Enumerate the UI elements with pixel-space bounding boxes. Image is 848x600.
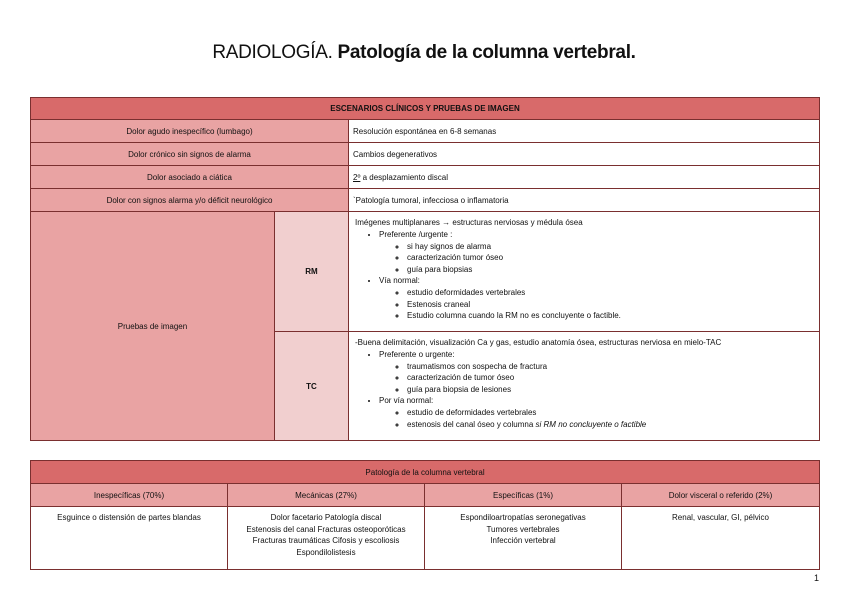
scenario-value-prefix: 2º (353, 172, 361, 182)
list-item: • Por vía normal: ◦ estudio de deformidades vertebrales ◦ estenosis del canal óseo y columna si RM no concluyente o factible (379, 395, 814, 430)
list-item: ◦ estudio de deformidades vertebrales (407, 407, 814, 419)
list-item: ◦ guía para biopsia de lesiones (407, 384, 814, 396)
scenario-value-text: a desplazamiento discal (360, 172, 448, 182)
tc-label: TC (275, 332, 349, 441)
page-number: 1 (813, 573, 819, 583)
table-cell: Esguince o distensión de partes blandas (31, 507, 228, 570)
pathology-table (30, 460, 820, 570)
list-item: ◦ estenosis del canal óseo y columna si RM no concluyente o factible (407, 419, 814, 431)
rm-intro: Imégenes multiplanares → estructuras nerviosas y médula ósea (355, 218, 583, 227)
imaging-label: Pruebas de imagen (31, 212, 275, 441)
scenarios-table (30, 97, 820, 441)
table-row (31, 507, 820, 570)
list-item: ◦ guía para biopsias (407, 264, 814, 276)
table-cell: Espondiloartropatías seronegativas Tumores vertebrales Infección vertebral (425, 507, 622, 570)
list-item: ◦ caracterización tumor óseo (407, 252, 814, 264)
table-row (31, 212, 820, 332)
list-item: • Preferente o urgente: ◦ traumatismos con sospecha de fractura ◦ caracterización de tumor óseo ◦ guía para biopsia de lesiones (379, 349, 814, 395)
rm-label: RM (275, 212, 349, 332)
table-cell: Dolor facetario Patología discal Estenosis del canal Fracturas osteoporóticas Fracturas traumáticas Cifosis y escoliosis Espondilolistesis (228, 507, 425, 570)
list-item: • Preferente /urgente : ◦ si hay signos de alarma ◦ caracterización tumor óseo ◦ guía para biopsias (379, 229, 814, 275)
pathology-header: Patología de la columna vertebral (31, 461, 820, 484)
column-header: Dolor visceral o referido (2%) (622, 484, 820, 507)
scenario-value: Cambios degenerativos (349, 143, 820, 166)
rm-description (349, 212, 820, 332)
scenario-value: `Patología tumoral, infecciosa o inflamatoria (349, 189, 820, 212)
scenario-label: Dolor asociado a ciática (31, 166, 349, 189)
list-item: ◦ si hay signos de alarma (407, 241, 814, 253)
list-item: ◦ Estudio columna cuando la RM no es concluyente o factible. (407, 310, 814, 322)
list-item: ◦ estudio deformidades vertebrales (407, 287, 814, 299)
scenarios-header: ESCENARIOS CLÍNICOS Y PRUEBAS DE IMAGEN (31, 98, 820, 120)
scenario-label: Dolor crónico sin signos de alarma (31, 143, 349, 166)
tc-description (349, 332, 820, 441)
column-header: Específicas (1%) (425, 484, 622, 507)
scenario-label: Dolor agudo inespecífico (lumbago) (31, 120, 349, 143)
list-item: ◦ traumatismos con sospecha de fractura (407, 361, 814, 373)
table-row (31, 143, 820, 166)
list-item: • Vía normal: ◦ estudio deformidades vertebrales ◦ Estenosis craneal ◦ Estudio columna cuando la RM no es concluyente o factible. (379, 275, 814, 321)
table-row (31, 120, 820, 143)
table-row (31, 484, 820, 507)
column-header: Inespecíficas (70%) (31, 484, 228, 507)
scenario-value: Resolución espontánea en 6-8 semanas (349, 120, 820, 143)
tc-intro: -Buena delimitación, visualización Ca y gas, estudio anatomía ósea, estructuras nerviosa en mielo-TAC (355, 338, 722, 347)
title-prefix: RADIOLOGÍA. (212, 42, 333, 63)
column-header: Mecánicas (27%) (228, 484, 425, 507)
scenario-value (349, 166, 820, 189)
list-item: ◦ caracterización de tumor óseo (407, 372, 814, 384)
table-cell: Renal, vascular, GI, pélvico (622, 507, 820, 570)
page-title (0, 42, 848, 64)
list-item: ◦ Estenosis craneal (407, 299, 814, 311)
table-row (31, 166, 820, 189)
title-main: Patología de la columna vertebral. (337, 42, 636, 63)
scenario-label: Dolor con signos alarma y/o déficit neurológico (31, 189, 349, 212)
table-row (31, 189, 820, 212)
